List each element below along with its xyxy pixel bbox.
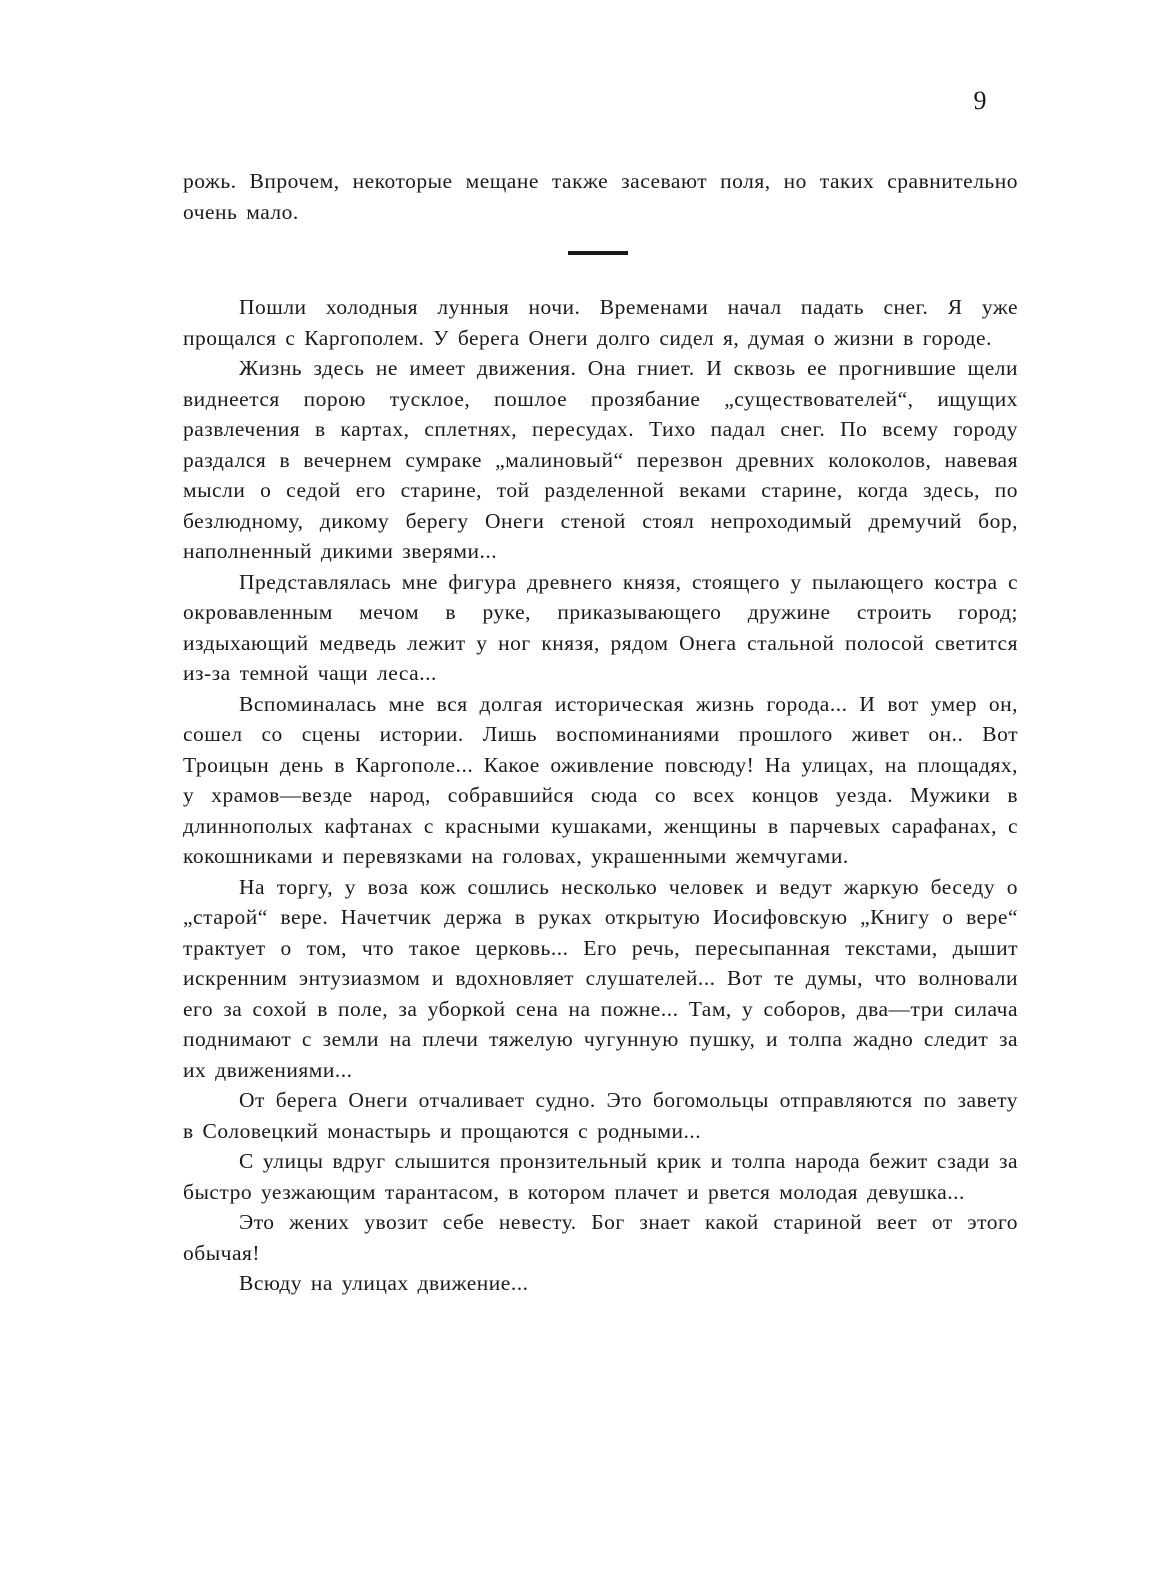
paragraph-1: Пошли холодныя лунныя ночи. Временами начал падать снег. Я уже прощался с Каргополем. У берега Онеги долго сидел я, думая о жизни в городе. [183, 295, 1018, 350]
paragraph-7: С улицы вдруг слышится пронзительный крик и толпа народа бежит сзади за быстро уезжающим тарантасом, в котором плачет и рвется молодая девушка... [183, 1149, 1018, 1204]
paragraph-4: Вспоминалась мне вся долгая историческая жизнь города... И вот умер он, сошел со сцены истории. Лишь воспоминаниями прошлого живет он.. Вот Троицын день в Каргополе... Какое оживление повсюду! На улицах, на площадях, у храмов—везде народ, собравшийся сюда со всех концов уезда. Мужики в длиннополых кафтанах с красными кушаками, женщины в парчевых сарафанах, с кокошниками и перевязками на головах, украшенными жемчугами. [183, 691, 1018, 868]
intro-paragraph: рожь. Впрочем, некоторые мещане также засевают поля, но таких сравнительно очень мало. [183, 169, 1018, 224]
paragraph-2: Жизнь здесь не имеет движения. Она гниет. И сквозь ее прогнившие щели виднеется порою тусклое, пошлое прозябание „существователей“, ищущих развлечения в картах, сплетнях, пересудах. Тихо падал снег. По всему городу раздался в вечернем сумраке „малиновый“ перезвон древних колоколов, навевая мысли о седой его старине, той разделенной веками старине, когда здесь, по безлюдному, дикому берегу Онеги стеной стоял непроходимый дремучий бор, наполненный дикими зверями... [183, 356, 1018, 563]
paragraph-6: От берега Онеги отчаливает судно. Это богомольцы отправляются по завету в Соловецкий монастырь и прощаются с родными... [183, 1088, 1018, 1143]
paragraph-9: Всюду на улицах движение... [239, 1271, 529, 1295]
section-divider [568, 251, 628, 255]
paragraph-8: Это жених увозит себе невесту. Бог знает какой стариной веет от этого обычая! [183, 1210, 1018, 1265]
intro-text [183, 166, 1018, 227]
body-text [183, 292, 1018, 1299]
paragraph-3: Представлялась мне фигура древнего князя, стоящего у пылающего костра с окровавленным мечом в руке, приказывающего дружине строить город; издыхающий медведь лежит у ног князя, рядом Онега стальной полосой светится из-за темной чащи леса... [183, 569, 1018, 685]
paragraph-5: На торгу, у воза кож сошлись несколько человек и ведут жаркую беседу о „старой“ вере. Начетчик держа в руках открытую Иосифовскую „Книгу о вере“ трактует о том, что такое церковь... Его речь, пересыпанная текстами, дышит искренним энтузиазмом и вдохновляет слушателей... Вот те думы, что волновали его за сохой в поле, за уборкой сена на пожне... Там, у соборов, два—три силача поднимают с земли на плечи тяжелую чугунную пушку, и толпа жадно следит за их движениями... [183, 874, 1018, 1082]
page-number: 9 [973, 86, 987, 115]
